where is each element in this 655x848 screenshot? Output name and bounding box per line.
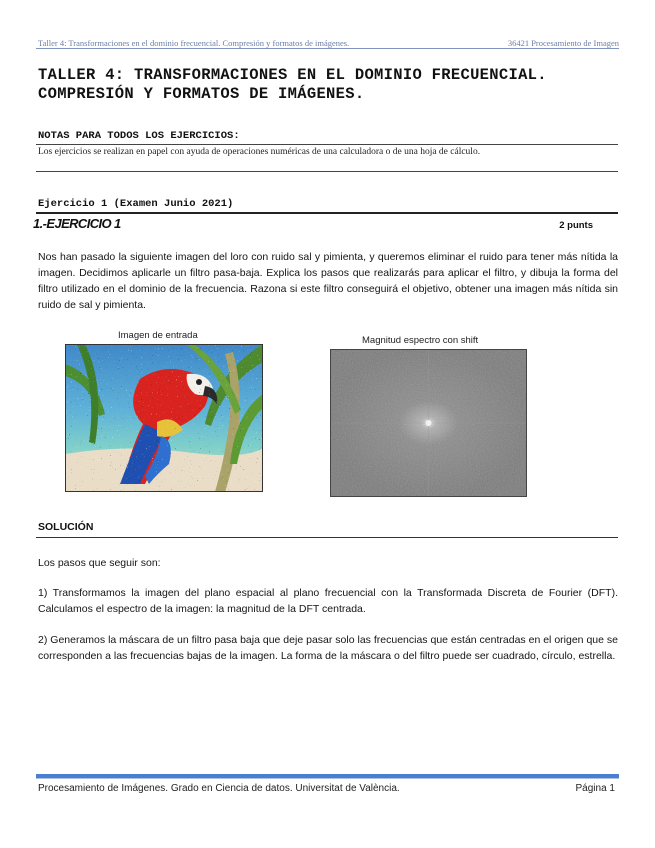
header-divider xyxy=(36,48,619,49)
document-title xyxy=(38,66,618,104)
solution-heading: SOLUCIÓN xyxy=(38,521,94,533)
exercise-rule xyxy=(36,212,618,214)
spectrum-caption: Magnitud espectro con shift xyxy=(362,335,479,346)
exercise-heading: Ejercicio 1 (Examen Junio 2021) xyxy=(38,198,234,210)
exercise-statement: Nos han pasado la siguiente imagen del loro con ruido sal y pimienta, y queremos eliminar el ruido para tener más nítida la imagen. Decidimos aplicarle un filtro pasa-baja. Explica los pasos que realizarás para aplicar el filtro, y dibuja la forma del filtro utilizado en el dominio de la frecuencia. Razona si este filtro conseguirá el objetivo, obtener una imagen más nítida sin ruido de sal y pimienta. xyxy=(38,251,618,311)
notes-rule-top xyxy=(36,144,618,145)
solution-rule xyxy=(36,537,618,538)
parrot-image xyxy=(65,344,263,492)
page-number: Página 1 xyxy=(575,783,615,794)
notes-heading: NOTAS PARA TODOS LOS EJERCICIOS: xyxy=(38,130,240,142)
solution-step-1: 1) Transformamos la imagen del plano espacial al plano frecuencial con la Transformada Discreta de Fourier (DFT). Calculamos el espectro de la imagen: la magnitud de la DFT centrada. xyxy=(38,587,618,615)
header-left: Taller 4: Transformaciones en el dominio frecuencial. Compresión y formatos de imágenes. xyxy=(38,38,350,48)
solution-step-2: 2) Generamos la máscara de un filtro pasa baja que deje pasar solo las frecuencias que están centradas en el origen que se corresponden a las frecuencias bajas de la imagen. La forma de la máscara o del filtro puede ser cuadrado, círculo, estrella. xyxy=(38,634,618,662)
notes-text: Los ejercicios se realizan en papel con ayuda de operaciones numéricas de una calculadora o de una hoja de cálculo. xyxy=(38,147,481,157)
header-right: 36421 Procesamiento de Imagen xyxy=(507,38,619,48)
page-header xyxy=(38,38,619,48)
solution-intro: Los pasos que seguir son: xyxy=(38,557,161,569)
title-line-1: TALLER 4: TRANSFORMACIONES EN EL DOMINIO FRECUENCIAL. xyxy=(38,66,547,84)
exercise-title: 1.-EJERCICIO 1 xyxy=(33,216,121,231)
notes-rule-bottom xyxy=(36,171,618,172)
footer-divider xyxy=(36,774,619,779)
exercise-points: 2 punts xyxy=(559,220,593,231)
spectrum-image xyxy=(330,349,527,497)
input-image-caption: Imagen de entrada xyxy=(118,330,198,341)
footer-left: Procesamiento de Imágenes. Grado en Ciencia de datos. Universitat de València. xyxy=(38,783,400,794)
title-line-2: COMPRESIÓN Y FORMATOS DE IMÁGENES. xyxy=(38,85,365,103)
